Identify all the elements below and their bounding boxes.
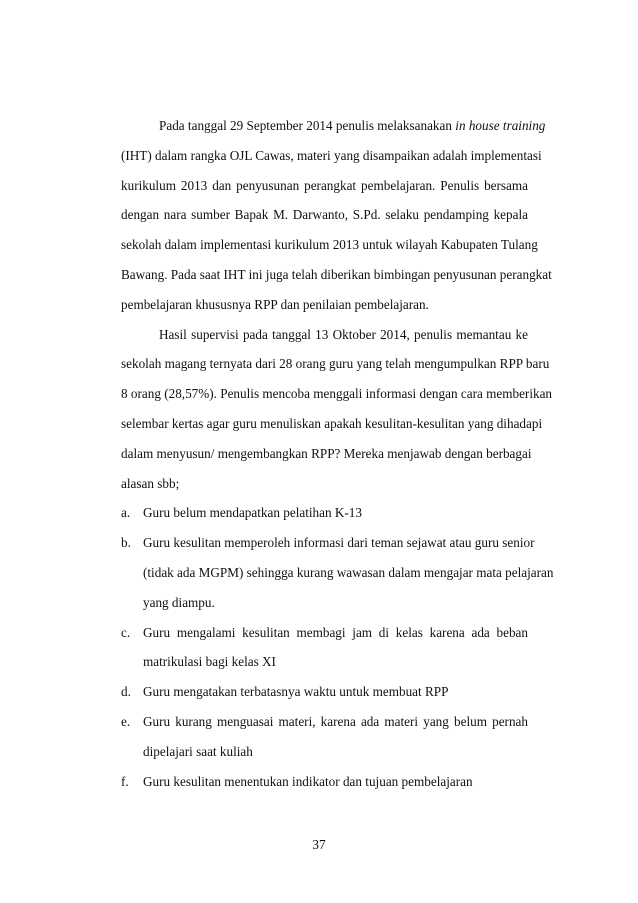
paragraph-1 — [121, 116, 552, 325]
paragraph-line: Bawang. Pada saat IHT ini juga telah diberikan bimbingan penyusunan perangkat — [121, 266, 552, 282]
list-item-text: Guru mengatakan terbatasnya waktu untuk membuat RPP — [143, 684, 449, 700]
paragraph-line: dengan nara sumber Bapak M. Darwanto, S.Pd. selaku pendamping kepala — [121, 207, 528, 223]
paragraph-line: alasan sbb; — [121, 475, 180, 491]
paragraph-line — [121, 116, 546, 146]
list-item — [121, 533, 535, 563]
paragraph-line: selembar kertas agar guru menuliskan apakah kesulitan-kesulitan yang dihadapi — [121, 415, 543, 431]
list-marker: a. — [121, 505, 131, 521]
paragraph-line: pembelajaran khususnya RPP dan penilaian pembelajaran. — [121, 296, 429, 312]
list-item-text: Guru kesulitan memperoleh informasi dari teman sejawat atau guru senior — [143, 535, 535, 551]
list-item-text: Guru kurang menguasai materi, karena ada materi yang belum pernah — [143, 713, 528, 729]
list-item-text: Guru mengalami kesulitan membagi jam di kelas karena ada beban — [143, 624, 528, 640]
list-item — [121, 623, 528, 653]
paragraph-line: 8 orang (28,57%). Penulis mencoba menggali informasi dengan cara memberikan — [121, 386, 553, 402]
list-item-text: Guru belum mendapatkan pelatihan K-13 — [143, 505, 362, 521]
list-marker: b. — [121, 535, 131, 551]
paragraph-line: Hasil supervisi pada tanggal 13 Oktober 2014, penulis memantau ke — [159, 326, 528, 342]
paragraph-line: dalam menyusun/ mengembangkan RPP? Mereka menjawab dengan berbagai — [121, 445, 532, 461]
list-item — [121, 712, 528, 742]
paragraph-2 — [121, 325, 553, 504]
list-item-continuation — [121, 652, 528, 682]
list-item-text: yang diampu. — [143, 594, 215, 610]
list-marker: e. — [121, 713, 131, 729]
paragraph-line: sekolah magang ternyata dari 28 orang guru yang telah mengumpulkan RPP baru — [121, 356, 550, 372]
list-item-text: matrikulasi bagi kelas XI — [143, 654, 276, 670]
body-text — [121, 116, 554, 801]
list-item-text: Guru kesulitan menentukan indikator dan tujuan pembelajaran — [143, 773, 473, 789]
list-item-continuation — [121, 593, 528, 623]
list-item-text: dipelajari saat kuliah — [143, 743, 253, 759]
paragraph-line-text: Pada tanggal 29 September 2014 penulis melaksanakan — [159, 118, 456, 133]
list-item — [121, 772, 528, 802]
reasons-list — [121, 503, 554, 801]
paragraph-line: sekolah dalam implementasi kurikulum 2013 untuk wilayah Kabupaten Tulang — [121, 237, 538, 253]
page-number: 37 — [312, 837, 326, 852]
list-item — [121, 503, 528, 533]
list-item-continuation — [121, 742, 528, 772]
paragraph-line: (IHT) dalam rangka OJL Cawas, materi yang disampaikan adalah implementasi — [121, 147, 542, 163]
list-marker: d. — [121, 684, 131, 700]
list-item-continuation — [121, 563, 554, 593]
list-marker: c. — [121, 624, 131, 640]
list-item — [121, 682, 528, 712]
list-item-text: (tidak ada MGPM) sehingga kurang wawasan dalam mengajar mata pelajaran — [143, 564, 554, 580]
paragraph-line: kurikulum 2013 dan penyusunan perangkat pembelajaran. Penulis bersama — [121, 177, 528, 193]
list-marker: f. — [121, 773, 129, 789]
italic-term: in house training — [455, 118, 546, 133]
